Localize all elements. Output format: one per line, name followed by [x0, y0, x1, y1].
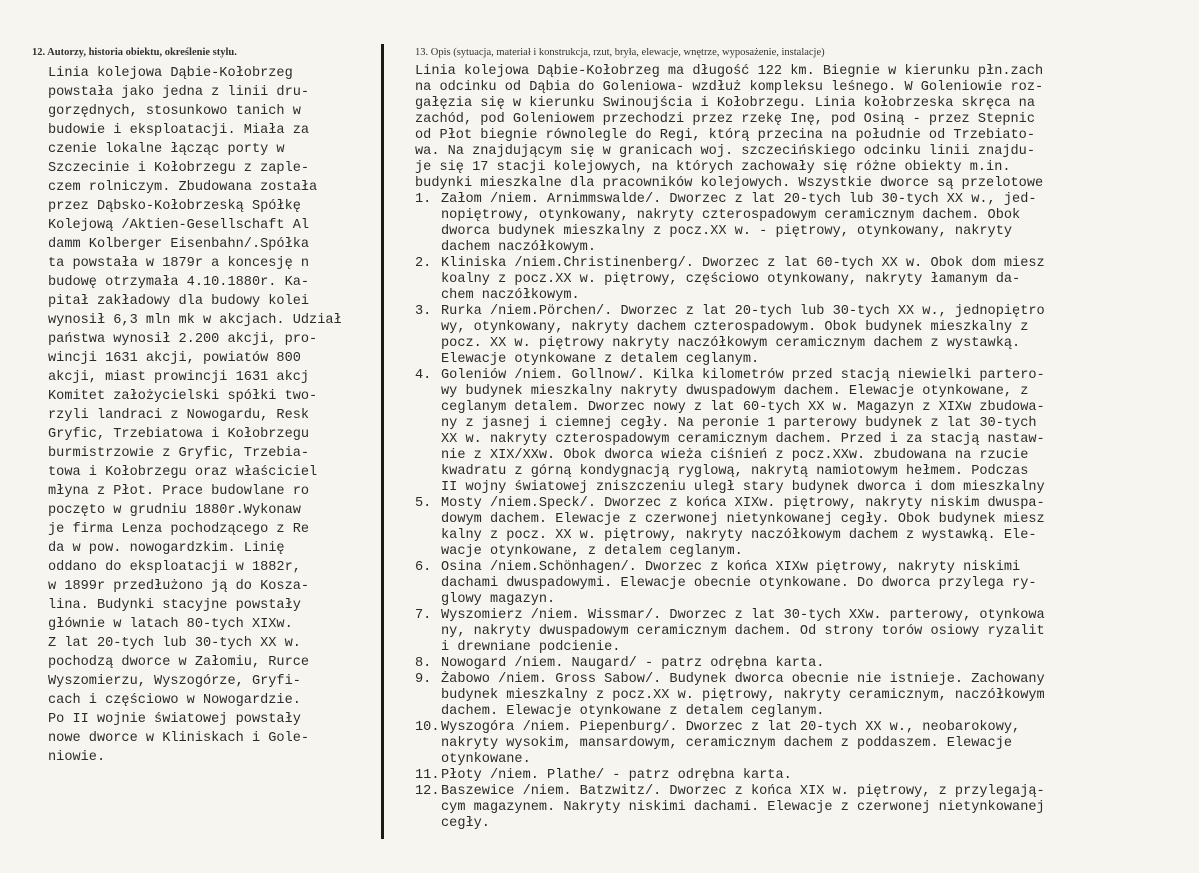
station-item [415, 496, 1199, 560]
text-line: Płoty /niem. Plathe/ - patrz odrębna karta. [441, 768, 792, 783]
text-line: damm Kolberger Eisenbahn/.Spółka [48, 237, 310, 252]
item-number: 8. [415, 656, 432, 671]
text-line: rzyli landraci z Nowogardu, Resk [48, 408, 310, 423]
text-line: Linia kolejowa Dąbie-Kołobrzeg ma długość 122 km. Biegnie w kierunku płn.zach [415, 64, 1044, 79]
station-item [415, 560, 1199, 608]
text-line: pocz. XX w. piętrowy nakryty naczółkowym ceramicznym dachem z wystawką. [441, 336, 1021, 351]
history-column [32, 46, 382, 767]
text-line: wy, otynkowany, nakryty dachem czterospadowym. Obok budynek mieszkalny z [441, 320, 1029, 335]
text-line: wa. Na znajdującym się w granicach woj. szczecińskiego odcinku linii znajdu- [415, 144, 1035, 159]
text-line: niowie. [48, 750, 106, 765]
text-line: Rurka /niem.Pörchen/. Dworzec z lat 20-tych lub 30-tych XX w., jednopiętro [441, 304, 1045, 319]
text-line: budynki mieszkalne dla pracowników kolejowych. Wszystkie dworce są przelotowe [415, 176, 1044, 191]
text-line: Wyszomierzu, Wyszogórze, Gryfi- [48, 674, 301, 689]
text-line: Elewacje otynkowane z detalem ceglanym. [441, 352, 760, 367]
text-line: przez Dąbsko-Kołobrzeską Spółkę [48, 199, 301, 214]
description-intro [415, 64, 1199, 192]
text-line: Baszewice /niem. Batzwitz/. Dworzec z końca XIX w. piętrowy, z przylegają- [441, 784, 1045, 799]
text-line: nopiętrowy, otynkowany, nakryty czterospadowym ceramicznym dachem. Obok [441, 208, 1021, 223]
text-line: Linia kolejowa Dąbie-Kołobrzeg [48, 66, 293, 81]
column-divider [381, 44, 384, 839]
text-line: zachód, pod Goleniowem przechodzi przez rzekę Inę, pod Osiną - przez Stepnic [415, 112, 1035, 127]
text-line: Komitet założycielski spółki two- [48, 389, 318, 404]
text-line: poczęto w grudniu 1880r.Wykonaw [48, 503, 301, 518]
text-line: cegły. [441, 816, 490, 831]
text-line: ny, nakryty dwuspadowym ceramicznym dachem. Od strony torów osiowy ryzalit [441, 624, 1045, 639]
item-text [441, 608, 1045, 656]
station-list [415, 192, 1199, 832]
station-item [415, 656, 1199, 672]
text-line: czenie lokalne łącząc porty w [48, 142, 285, 157]
station-item [415, 368, 1199, 496]
item-number: 7. [415, 608, 432, 623]
item-number: 6. [415, 560, 432, 575]
text-line: pochodzą dworce w Załomiu, Rurce [48, 655, 310, 670]
text-line: II wojny światowej zniszczeniu uległ stary budynek dworca i dom mieszkalny [441, 480, 1045, 495]
text-line: na odcinku od Dąbia do Goleniowa- wzdłuż kompleksu leśnego. W Goleniowie roz- [415, 80, 1044, 95]
station-item [415, 768, 1199, 784]
item-number: 4. [415, 368, 432, 383]
text-line: kwadratu z górną kondygnacją ryglową, nakrytą namiotowym hełmem. Podczas [441, 464, 1029, 479]
text-line: dachami dwuspadowymi. Elewacje obecnie otynkowane. Do dworca przylega ry- [441, 576, 1037, 591]
text-line: czem rolniczym. Zbudowana została [48, 180, 318, 195]
text-line: Po II wojnie światowej powstały [48, 712, 301, 727]
text-line: ny z jasnej i ciemnej cegły. Na peronie 1 parterowy budynek z lat 30-tych [441, 416, 1037, 431]
text-line: nie z XIX/XXw. Obok dworca wieża ciśnień z pocz.XXw. zbudowana na rzucie [441, 448, 1029, 463]
history-header: 12. Autorzy, historia obiektu, określenie stylu. [32, 47, 237, 58]
item-text [441, 192, 1037, 256]
item-number: 9. [415, 672, 432, 687]
text-line: XX w. nakryty czterospadowym ceramicznym dachem. Przed i za stacją nastaw- [441, 432, 1045, 447]
text-line: cach i częściowo w Nowogardzie. [48, 693, 301, 708]
text-line: budynek mieszkalny z pocz.XX w. piętrowy, nakryty ceramicznym, naczółkowym [441, 688, 1045, 703]
text-line: otynkowane. [441, 752, 531, 767]
text-line: da w pow. nowogardzkim. Linię [48, 541, 285, 556]
text-line: glowy magazyn. [441, 592, 556, 607]
text-line: towa i Kołobrzegu oraz właściciel [48, 465, 318, 480]
text-line: je się 17 stacji kolejowych, na których zachowały się różne obiekty m.in. [415, 160, 1011, 175]
station-item [415, 784, 1199, 832]
text-line: Nowogard /niem. Naugard/ - patrz odrębna karta. [441, 656, 825, 671]
text-line: wy budynek mieszkalny nakryty dwuspadowym dachem. Elewacje otynkowane, z [441, 384, 1029, 399]
text-line: dachem. Elewacje otynkowane z detalem ceglanym. [441, 704, 825, 719]
item-number: 10. [415, 720, 440, 735]
description-column [415, 46, 1199, 832]
text-line: budowie i eksploatacji. Miała za [48, 123, 310, 138]
text-line: gałęzia się w kierunku Swinoujścia i Kołobrzegu. Linia kołobrzeska skręca na [415, 96, 1035, 111]
text-line: w 1899r przedłużono ją do Kosza- [48, 579, 310, 594]
item-number: 11. [415, 768, 440, 783]
text-line: młyna z Płot. Prace budowlane ro [48, 484, 310, 499]
text-line: gorzędnych, stosunkowo tanich w [48, 104, 301, 119]
text-line: kalny z pocz. XX w. piętrowy, nakryty naczółkowym dachem z wystawką. Ele- [441, 528, 1037, 543]
item-text [441, 768, 792, 784]
text-line: Kliniska /niem.Christinenberg/. Dworzec z lat 60-tych XX w. Obok dom miesz [441, 256, 1045, 271]
text-line: państwa wynosił 2.200 akcji, pro- [48, 332, 318, 347]
text-line: je firma Lenza pochodzącego z Re [48, 522, 310, 537]
text-line: Wyszomierz /niem. Wissmar/. Dworzec z lat 30-tych XXw. parterowy, otynkowa [441, 608, 1045, 623]
station-item [415, 304, 1199, 368]
text-line: dowym dachem. Elewacje z czerwonej nietynkowanej cegły. Obok budynek miesz [441, 512, 1045, 527]
text-line: Kolejową /Aktien-Gesellschaft Al [48, 218, 310, 233]
text-line: cym magazynem. Nakryty niskimi dachami. Elewacje z czerwonej nietynkowanej [441, 800, 1045, 815]
text-line: budowę otrzymała 4.10.1880r. Ka- [48, 275, 310, 290]
item-text [441, 304, 1045, 368]
text-line: nakryty wysokim, mansardowym, ceramicznym dachem z poddaszem. Elewacje [441, 736, 1013, 751]
item-text [441, 560, 1037, 608]
text-line: Żabowo /niem. Gross Sabow/. Budynek dworca obecnie nie istnieje. Zachowany [441, 672, 1045, 687]
text-line: Goleniów /niem. Gollnow/. Kilka kilometrów przed stacją niewielki partero- [441, 368, 1045, 383]
description-header: 13. Opis (sytuacja, materiał i konstrukcja, rzut, bryła, elewacje, wnętrze, wyposażenie, instalacje) [415, 47, 825, 58]
item-number: 5. [415, 496, 432, 511]
item-text [441, 720, 1020, 768]
text-line: ceglanym detalem. Dworzec nowy z lat 60-tych XX w. Magazyn z XIXw zbudowa- [441, 400, 1045, 415]
history-text [32, 64, 382, 767]
text-line: wynosił 6,3 mln mk w akcjach. Udział [48, 313, 342, 328]
text-line: wincji 1631 akcji, powiatów 800 [48, 351, 301, 366]
text-line: od Płot biegnie równolegle do Regi, którą przecina na południe od Trzebiato- [415, 128, 1035, 143]
item-number: 12. [415, 784, 440, 799]
text-line: pitał zakładowy dla budowy kolei [48, 294, 310, 309]
item-text [441, 784, 1045, 832]
text-line: wacje otynkowane, z detalem ceglanym. [441, 544, 743, 559]
text-line: burmistrzowie z Gryfic, Trzebia- [48, 446, 310, 461]
text-line: dworca budynek mieszkalny z pocz.XX w. - piętrowy, otynkowany, nakryty [441, 224, 1013, 239]
text-line: Szczecinie i Kołobrzegu z zaple- [48, 161, 310, 176]
station-item [415, 256, 1199, 304]
item-text [441, 368, 1045, 496]
item-number: 2. [415, 256, 432, 271]
text-line: dachem naczółkowym. [441, 240, 596, 255]
text-line: Mosty /niem.Speck/. Dworzec z końca XIXw. piętrowy, nakryty niskim dwuspa- [441, 496, 1045, 511]
station-item [415, 192, 1199, 256]
text-line: akcji, miast prowincji 1631 akcj [48, 370, 310, 385]
text-line: oddano do eksploatacji w 1882r, [48, 560, 301, 575]
station-item [415, 720, 1199, 768]
item-text [441, 256, 1045, 304]
text-line: nowe dworce w Kliniskach i Gole- [48, 731, 310, 746]
text-line: lina. Budynki stacyjne powstały [48, 598, 301, 613]
text-line: Z lat 20-tych lub 30-tych XX w. [48, 636, 301, 651]
text-line: i drewniane podcienie. [441, 640, 621, 655]
text-line: powstała jako jedna z linii dru- [48, 85, 310, 100]
item-number: 3. [415, 304, 432, 319]
text-line: ta powstała w 1879r a koncesję n [48, 256, 310, 271]
text-line: Załom /niem. Arnimmswalde/. Dworzec z lat 20-tych lub 30-tych XX w., jed- [441, 192, 1037, 207]
text-line: głównie w latach 80-tych XIXw. [48, 617, 293, 632]
item-text [441, 672, 1045, 720]
station-item [415, 608, 1199, 656]
text-line: Gryfic, Trzebiatowa i Kołobrzegu [48, 427, 310, 442]
text-line: Osina /niem.Schönhagen/. Dworzec z końca XIXw piętrowy, nakryty niskimi [441, 560, 1021, 575]
item-text [441, 656, 824, 672]
text-line: koalny z pocz.XX w. piętrowy, częściowo otynkowany, nakryty łamanym da- [441, 272, 1021, 287]
item-text [441, 496, 1045, 560]
item-number: 1. [415, 192, 432, 207]
station-item [415, 672, 1199, 720]
text-line: chem naczółkowym. [441, 288, 580, 303]
text-line: Wyszogóra /niem. Piepenburg/. Dworzec z lat 20-tych XX w., neobarokowy, [441, 720, 1021, 735]
